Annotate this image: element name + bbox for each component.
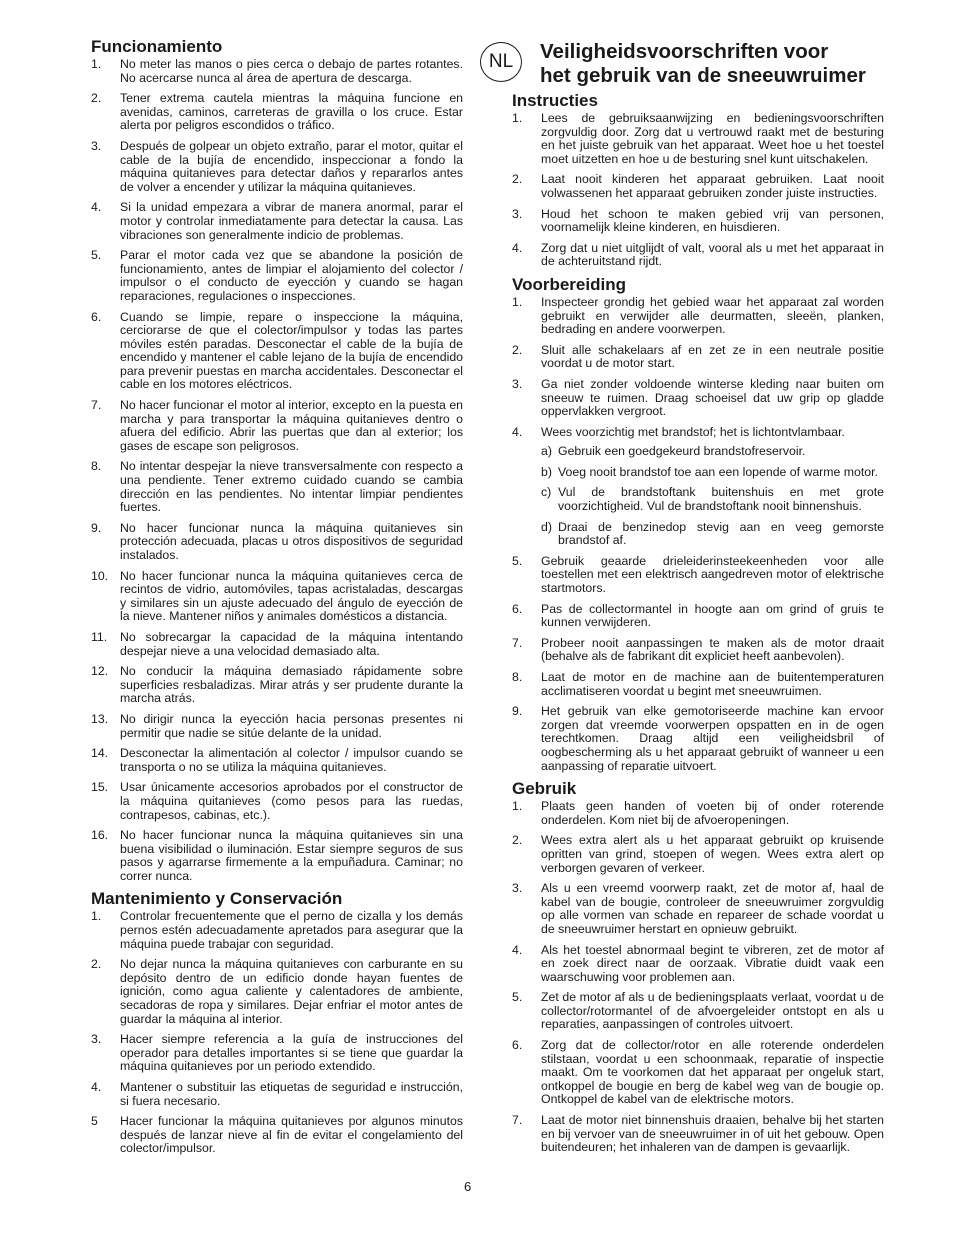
list-item: [512, 603, 884, 630]
list-item: [91, 522, 463, 563]
sub-list: [541, 445, 884, 548]
sub-list-item-letter: c): [541, 485, 552, 500]
list-item: [512, 705, 884, 773]
list-item-text: Laat de motor en de machine aan de buitentemperaturen acclimatiseren voordat u begint met sneeuwruimen.: [541, 670, 884, 698]
list-item-number: 1.: [91, 57, 102, 71]
list-item-text: Hacer siempre referencia a la guía de instrucciones del operador para detalles importantes si se tiene que guardar la máquina quitanieves por un periodo extendido.: [120, 1032, 463, 1074]
list-item-text: Si la unidad empezara a vibrar de manera anormal, parar el motor y controlar inmediatamente para detectar la causa. Las vibraciones son generalmente indicio de problemas.: [120, 200, 463, 242]
list-item: [91, 311, 463, 393]
list-item-text: Tener extrema cautela mientras la máquina funcione en avenidas, caminos, carreteras de gravilla o los cruce. Estar alerta por peligros escondidos o tráfico.: [120, 91, 463, 133]
sub-list-item-letter: d): [541, 519, 552, 534]
sub-list-item-letter: b): [541, 464, 552, 479]
list-item-text: Mantener o substituir las etiquetas de seguridad e instrucción, si fuera necesario.: [120, 1080, 463, 1108]
list-item-text: Zorg dat de collector/rotor en alle roterende onderdelen stilstaan, voordat u een schoonmaak, reparatie of inspectie maakt. Om te voorkomen dat het apparaat per ongeluk start, ontkoppel de bougie en berg de kabel weg van de bougie op. Ontkoppel de kabel van de elektrische motors.: [541, 1038, 884, 1107]
list-item: [512, 344, 884, 371]
list-item-number: 4.: [512, 424, 523, 439]
list-item: [91, 399, 463, 453]
list-item: [91, 140, 463, 194]
list-item: [512, 296, 884, 337]
list-item: [512, 834, 884, 875]
nl-title-line2: het gebruik van de sneeuwruimer: [540, 64, 866, 87]
list-item-text: Usar únicamente accesorios aprobados por el constructor de la máquina quitanieves (como pesos para las ruedas, contrapesos, cabinas, etc.).: [120, 780, 463, 822]
list-item: [91, 910, 463, 951]
nl-title-line1: Veiligheidsvoorschriften voor: [540, 40, 829, 63]
list-item-text: Als het toestel abnormaal begint te vibreren, zet de motor af en zoek direct naar de oorzaak. Vibratie duidt vaak een waarschuwing voor problemen aan.: [541, 942, 884, 984]
list-item-text: Laat nooit kinderen het apparaat gebruiken. Laat nooit volwassenen het apparaat gebruiken zonder juiste instructies.: [541, 172, 884, 200]
list-item-number: 1.: [91, 909, 102, 924]
list-item-number: 4.: [91, 200, 102, 215]
list-item-number: 15.: [91, 780, 109, 795]
list-item: [91, 631, 463, 658]
list-item-number: 10.: [91, 568, 109, 583]
list-item-text: No hacer funcionar nunca la máquina quitanieves sin una buena visibilidad o iluminación. Estar siempre seguros de sus pasos y agarrarse firmemente a la empuñadura. Caminar; no correr nunca.: [120, 828, 463, 883]
sub-list-item-text: Gebruik een goedgekeurd brandstofreservoir.: [558, 444, 806, 459]
list-item-number: 2.: [512, 172, 523, 187]
list-item-text: Después de golpear un objeto extraño, parar el motor, quitar el cable de la bujía de encendido, inspeccionar a fondo la máquina quitanieves para detectar daños y repararlos antes de volver a encender y utilizar la máquina quitanieves.: [120, 138, 463, 194]
list-item: [512, 555, 884, 596]
language-badge: NL: [480, 42, 522, 82]
list-item-text: Parar el motor cada vez que se abandone la posición de funcionamiento, antes de limpiar el alojamiento del colector / impulsor o el conducto de eyección y cuando se hagan reparaciones, regulaciones o inspecciones.: [120, 248, 463, 303]
list-item-number: 8.: [91, 459, 102, 474]
list-item-number: 4.: [91, 1080, 102, 1094]
list-item: [91, 747, 463, 774]
gebruik-list: [512, 800, 884, 1155]
section-title-funcionamiento: Funcionamiento: [91, 37, 223, 56]
list-item-text: Houd het schoon te maken gebied vrij van personen, voornamelijk kleine kinderen, en huisdieren.: [541, 206, 884, 235]
nl-page-title: [540, 40, 866, 88]
list-item: [512, 1114, 884, 1155]
list-item-text: Hacer funcionar la máquina quitanieves por algunos minutos después de lanzar nieve al fin de evitar el congelamiento del colector/impulsor.: [120, 1114, 463, 1156]
list-item-number: 2.: [91, 91, 102, 106]
list-item-text: Wees voorzichtig met brandstof; het is lichtontvlambaar.: [541, 424, 845, 439]
list-item-text: Plaats geen handen of voeten bij of onder roterende onderdelen. Kom niet bij de afvoeropeningen.: [541, 799, 884, 827]
funcionamiento-list: [91, 58, 463, 883]
list-item-text: No hacer funcionar el motor al interior, excepto en la puesta en marcha y para transportar la máquina quitanieves dentro o afuera del edificio. Abrir las puertas que dan al exterior; los gases de escape son peligrosos.: [120, 398, 463, 453]
list-item-number: 2.: [512, 833, 523, 848]
list-item-number: 1.: [512, 294, 523, 309]
sub-list-item: [541, 521, 884, 548]
list-item-number: 7.: [91, 398, 102, 413]
list-item-text: Laat de motor niet binnenshuis draaien, behalve bij het starten en bij vervoer van de sneeuwruimer in of uit het gebouw. Open buitendeuren; het inhaleren van de dampen is gevaarlijk.: [541, 1113, 884, 1155]
list-item-number: 7.: [512, 1113, 523, 1128]
list-item-number: 3.: [91, 138, 102, 153]
sub-list-item-text: Draai de benzinedop stevig aan en veeg gemorste brandstof af.: [558, 519, 884, 548]
list-item-number: 12.: [91, 664, 109, 679]
list-item-text: No dejar nunca la máquina quitanieves con carburante en su depósito dentro de un edificio donde hayan fuentes de ignición, como agua caliente y calentadores de ambiente, secadoras de ropa y similares. Dejar enfriar el motor antes de guardar la máquina al interior.: [120, 957, 463, 1026]
list-item-number: 3.: [91, 1032, 102, 1047]
sub-list-item-letter: a): [541, 444, 552, 459]
list-item-number: 4.: [512, 942, 523, 957]
list-item-number: 11.: [91, 629, 108, 644]
list-item-text: Gebruik geaarde drieleiderinsteekeenheden voor alle toestellen met een elektrisch aangedreven motor of elektrische startmotors.: [541, 553, 884, 596]
list-item: [512, 671, 884, 698]
instructies-list: [512, 112, 884, 269]
left-column: [91, 38, 463, 1163]
list-item-number: 6.: [512, 601, 523, 616]
list-item-text: No conducir la máquina demasiado rápidamente sobre superficies resbaladizas. Mirar atrás y ser prudente durante la marcha atrás.: [120, 664, 463, 706]
list-item-number: 3.: [512, 206, 523, 221]
list-item: [91, 570, 463, 624]
list-item-number: 14.: [91, 746, 109, 761]
list-item: [91, 249, 463, 303]
page-number: 6: [464, 1179, 472, 1194]
list-item-text: Probeer nooit aanpassingen te maken als de motor draait (behalve als de fabrikant dit expliciet heeft aanbevolen).: [541, 635, 884, 664]
list-item-number: 5.: [512, 990, 523, 1005]
list-item-number: 2.: [91, 957, 102, 972]
sub-list-item-text: Voeg nooit brandstof toe aan een lopende of warme motor.: [558, 464, 878, 479]
list-item: [512, 944, 884, 985]
list-item-number: 6.: [91, 309, 102, 324]
list-item-text: Als u een vreemd voorwerp raakt, zet de motor af, haal de kabel van de bougie, controleer de sneeuwruimer zorgvuldig op alle vormen van schade en repareer de schade voordat u de sneeuwruimer herstart en opnieuw gebruikt.: [541, 881, 884, 936]
list-item-number: 1.: [512, 111, 523, 125]
list-item: [512, 173, 884, 200]
list-item-text: No meter las manos o pies cerca o debajo de partes rotantes. No acercarse nunca al área de apertura de descarga.: [120, 57, 463, 85]
list-item: [512, 208, 884, 235]
list-item-text: Desconectar la alimentación al colector / impulsor cuando se transporta o no se utiliza la máquina quitanieves.: [120, 746, 463, 774]
list-item-number: 5.: [91, 248, 102, 263]
list-item: [512, 637, 884, 664]
list-item-text: Wees extra alert als u het apparaat gebruikt op kruisende opritten van grind, stoepen of wegen. Wees extra alert op verborgen gevaren of verkeer.: [541, 833, 884, 875]
sub-list-item: [541, 486, 884, 513]
list-item: [91, 1115, 463, 1156]
list-item: [512, 882, 884, 936]
list-item-text: Zorg dat u niet uitglijdt of valt, vooral als u met het apparaat in de achteruitstand rijdt.: [541, 240, 884, 269]
list-item: [512, 378, 884, 419]
list-item-number: 3.: [512, 881, 523, 896]
list-item: [91, 781, 463, 822]
list-item-number: 9.: [91, 520, 102, 535]
list-item-number: 5: [91, 1114, 98, 1129]
section-title-gebruik: Gebruik: [512, 779, 577, 799]
list-item: [91, 958, 463, 1026]
list-item-text: Cuando se limpie, repare o inspeccione la máquina, cerciorarse de que el colector/impulsor y todas las partes móviles estén paradas. Desconectar el cable de la bujía de encendido y mantener el cable lejano de la bujía de encendido para prevenir puestas en marcha accidentales. Desconectar el cable en los motores eléctricos.: [120, 309, 463, 392]
list-item-number: 6.: [512, 1038, 523, 1053]
sub-list-item: [541, 445, 884, 459]
list-item-text: Controlar frecuentemente que el perno de cizalla y los demás pernos estén adecuadamente apretados para asegurar que la máquina puede trabajar con seguridad.: [120, 909, 463, 951]
section-title-voorbereiding: Voorbereiding: [512, 274, 626, 294]
list-item-text: No dirigir nunca la eyección hacia personas presentes ni permitir que nadie se sitúe delante de la unidad.: [120, 711, 463, 740]
list-item: [512, 1039, 884, 1107]
list-item-text: Het gebruik van elke gemotoriseerde machine kan ervoor zorgen dat vreemde voorwerpen opspatten en in de ogen terechtkomen. Draag altijd een veiligheidsbril of oogbescherming als u het apparaat gebruikt of wanneer u een aanpassing of reparatie uitvoert.: [541, 704, 884, 773]
list-item-number: 9.: [512, 704, 523, 719]
list-item: [91, 92, 463, 133]
list-item-text: Zet de motor af als u de bedieningsplaats verlaat, voordat u de collector/rotormantel of de afvoergeleider ontstopt en als u reparaties, aanpassingen of controles uitvoert.: [541, 990, 884, 1032]
list-item: [91, 665, 463, 706]
list-item-text: No intentar despejar la nieve transversalmente con respecto a una pendiente. Tener extremo cuidado cuando se cambia dirección en las pendientes. No intentar limpiar pendientes fuertes.: [120, 459, 463, 515]
list-item-text: No sobrecargar la capacidad de la máquina intentando despejar nieve a una velocidad demasiado alta.: [120, 629, 463, 658]
list-item: [91, 460, 463, 514]
sub-list-item: [541, 466, 884, 480]
list-item-number: 4.: [512, 240, 523, 255]
list-item: [91, 829, 463, 883]
list-item-number: 2.: [512, 342, 523, 357]
list-item: [512, 991, 884, 1032]
list-item: [91, 58, 463, 85]
list-item-number: 1.: [512, 799, 523, 814]
list-item: [512, 426, 884, 548]
list-item-text: Ga niet zonder voldoende winterse kleding naar buiten om sneeuw te ruimen. Draag schoeisel dat uw grip op gladde oppervlakken vergroot.: [541, 376, 884, 419]
list-item: [512, 800, 884, 827]
section-title-mantenimiento: Mantenimiento y Conservación: [91, 889, 343, 909]
list-item: [91, 201, 463, 242]
list-item-number: 7.: [512, 635, 523, 650]
list-item: [91, 1033, 463, 1074]
list-item: [91, 713, 463, 740]
list-item-number: 5.: [512, 553, 523, 568]
list-item-text: Lees de gebruiksaanwijzing en bedieningsvoorschriften zorgvuldig door. Zorg dat u vertrouwd raakt met de besturing en het juiste gebruik van het apparaat. Weet hoe u het toestel moet uitzetten en hoe u de besturing snel kunt uitschakelen.: [541, 111, 884, 166]
list-item-text: No hacer funcionar nunca la máquina quitanieves sin protección adecuada, placas u otros dispositivos de seguridad instalados.: [120, 520, 463, 562]
list-item-number: 13.: [91, 711, 109, 726]
section-title-instructies: Instructies: [512, 91, 598, 110]
list-item: [512, 112, 884, 166]
list-item-text: Pas de collectormantel in hoogte aan om grind of gruis te kunnen verwijderen.: [541, 601, 884, 630]
list-item: [91, 1081, 463, 1108]
list-item-number: 3.: [512, 376, 523, 391]
list-item-number: 16.: [91, 828, 109, 843]
voorbereiding-list: [512, 296, 884, 773]
sub-list-item-text: Vul de brandstoftank buitenshuis en met grote voorzichtigheid. Vul de brandstoftank nooit binnenshuis.: [558, 485, 884, 514]
nl-header: [480, 40, 900, 90]
right-column: [512, 92, 884, 1162]
list-item-text: Sluit alle schakelaars af en zet ze in een neutrale positie voordat u de motor start.: [541, 342, 884, 371]
list-item-text: No hacer funcionar nunca la máquina quitanieves cerca de recintos de vidrio, automóviles, tapas acristaladas, descargas y similares sin un ajuste adecuado del ángulo de eyección de la nieve. Mantener niños y animales domésticos a distancia.: [120, 568, 463, 624]
mantenimiento-list: [91, 910, 463, 1156]
list-item-number: 8.: [512, 670, 523, 684]
list-item: [512, 242, 884, 269]
list-item-text: Inspecteer grondig het gebied waar het apparaat zal worden gebruikt en verwijder alle deurmatten, sleeën, planken, bedrading en andere voorwerpen.: [541, 294, 884, 337]
